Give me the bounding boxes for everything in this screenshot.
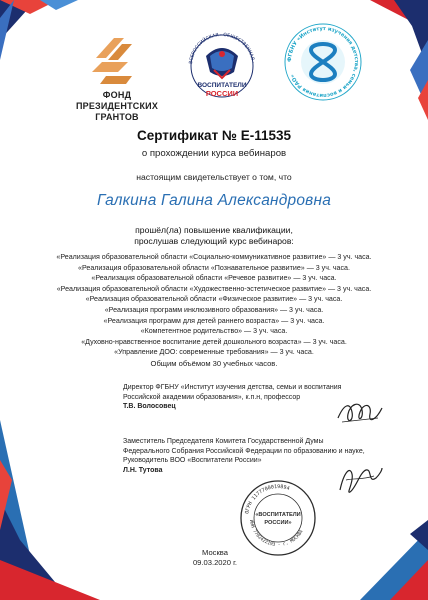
passed-line-1: прошёл(ла) повышение квалификации, (135, 225, 293, 235)
svg-text:ВСЕРОССИЙСКАЯ · ОБЩЕСТВЕННАЯ ·: ВСЕРОССИЙСКАЯ · ОБЩЕСТВЕННАЯ · (189, 32, 255, 65)
issue-date: 09.03.2020 г. (192, 558, 238, 567)
svg-text:РОССИИ: РОССИИ (205, 89, 239, 98)
institute-logo (283, 20, 363, 104)
signature-director-image (334, 394, 386, 430)
signature-deputy-image (330, 460, 384, 500)
signatory-deputy-line-2: Федерального Собрания Российской Федерации по образованию и науке, (123, 447, 365, 455)
course-item: «Компетентное родительство» — 3 уч. часа. (140, 327, 288, 336)
course-item: «Управление ДОО: современные требования» — 3 уч. часа. (114, 348, 314, 357)
svg-text:ВОСПИТАТЕЛИ: ВОСПИТАТЕЛИ (197, 82, 247, 89)
bottom-right-decoration (330, 520, 428, 600)
signatory-director-line-1: Директор ФГБНУ «Институт изучения детства, семьи и воспитания (123, 384, 342, 391)
certificate-subtitle: о прохождении курса вебинаров (141, 148, 287, 159)
signatory-deputy-name: Л.Н. Тутова (123, 466, 163, 474)
issue-city: Москва (202, 548, 228, 557)
course-item: «Реализация программ инклюзивного образования» — 3 уч. часа. (104, 305, 324, 314)
svg-text:ОГРН 1177700019894: ОГРН 1177700019894 (244, 483, 291, 515)
fpg-mark-icon (88, 36, 140, 86)
signatory-deputy-line-3: Руководитель ВОО «Воспитатели России» (123, 457, 262, 464)
signatory-deputy-line-1: Заместитель Председателя Комитета Государственной Думы (123, 438, 324, 445)
recipient-name: Галкина Галина Александровна (96, 192, 332, 209)
total-hours: Общим объёмом 30 учебных часов. (150, 358, 278, 368)
organization-stamp (238, 478, 318, 558)
signatory-director-line-2: Российской академии образования», к.п.н, профессор (123, 393, 301, 401)
course-item: «Духовно-нравственное воспитание детей дошкольного возраста» — 3 уч. часа. (81, 337, 347, 346)
svg-text:ИНН 7702422193 · г. МОСКВА: ИНН 7702422193 · г. МОСКВА (248, 519, 305, 549)
vospitateli-rossii-logo (184, 26, 260, 104)
course-item: «Реализация образовательной области «Художественно-эстетическое развитие» — 3 уч. часа. (56, 284, 372, 293)
passed-statement (0, 225, 428, 247)
signatory-director-name: Т.В. Волосовец (123, 403, 176, 410)
course-list (0, 252, 428, 369)
certify-text: настоящим свидетельствует о том, что (136, 172, 292, 182)
svg-text:«ВОСПИТАТЕЛИ: «ВОСПИТАТЕЛИ (255, 512, 301, 518)
issue-place-date (160, 548, 270, 568)
certificate-title: Сертификат № Е-11535 (136, 128, 292, 143)
svg-text:РОССИИ»: РОССИИ» (264, 520, 292, 526)
course-item: «Реализация образовательной области «Физическое развитие» — 3 уч. часа. (85, 295, 343, 304)
course-item: «Реализация программ для детей раннего возраста» — 3 уч. часа. (103, 316, 325, 325)
course-item: «Реализация образовательной области «Познавательное развитие» — 3 уч. часа. (78, 263, 350, 272)
course-item: «Реализация образовательной области «Речевое развитие» — 3 уч. часа. (91, 274, 337, 283)
passed-line-2: прослушав следующий курс вебинаров: (134, 236, 294, 246)
svg-text:ФГБНУ «Институт изучения детст: ФГБНУ «Институт изучения детства, семьи и воспитания РАО» (286, 25, 360, 99)
fpg-name: ФОНД ПРЕЗИДЕНТСКИХ ГРАНТОВ (75, 90, 159, 122)
course-item: «Реализация образовательной области «Социально-коммуникативное развитие» — 3 уч. часа. (56, 253, 372, 261)
